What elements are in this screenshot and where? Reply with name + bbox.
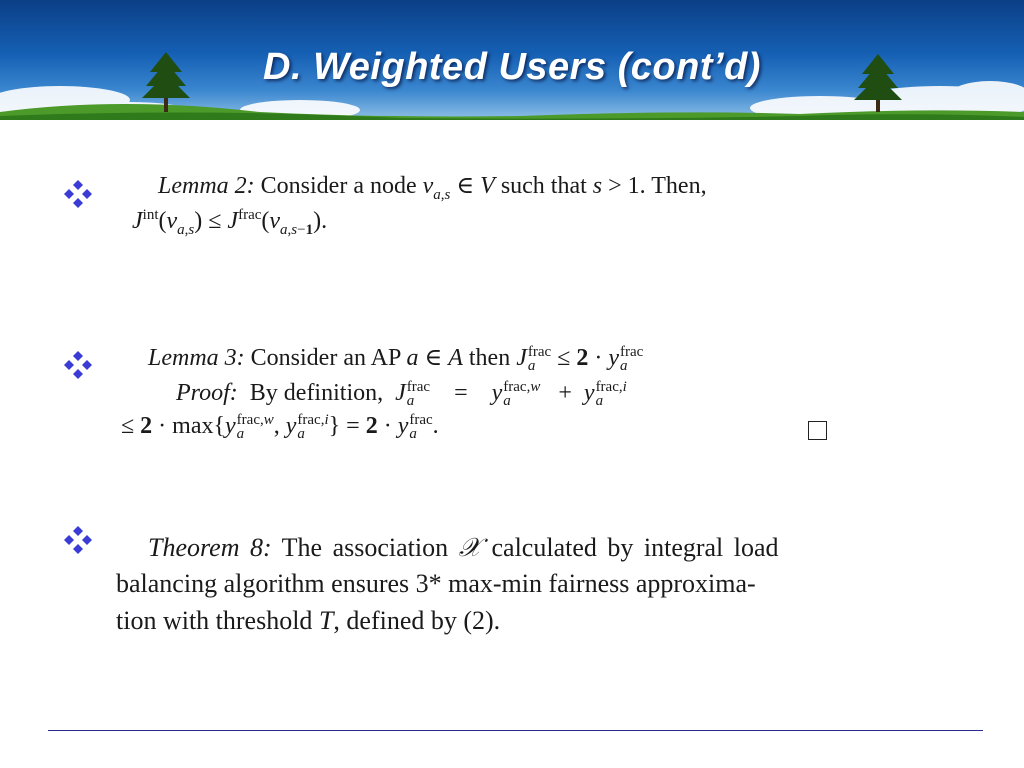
lemma3-text-pre: Consider an AP <box>250 345 401 371</box>
lemma3-proof-line1: Proof: By definition, J frac a = y frac,w a + y frac,i a <box>176 379 627 410</box>
theorem8-line3: tion with threshold T, defined by (2). <box>116 606 501 635</box>
lemma2-line1: Lemma 2: Consider a node $v_{a,s}$ ∈ V such that s > 1. Then, <box>158 173 707 203</box>
diamond-bullet-icon <box>62 178 94 210</box>
theorem8-line3-pre: tion with threshold <box>116 606 313 635</box>
footer-rule <box>48 730 983 731</box>
proof-text: By definition, <box>249 380 384 406</box>
diamond-bullet-icon <box>62 524 94 556</box>
lemma3-text-then: then <box>468 345 511 371</box>
lemma2-text-pre: Consider a node <box>260 173 417 199</box>
theorem8-line1-post: calculated by integral load <box>491 533 779 562</box>
theorem8-line1: Theorem 8: The association 𝒳 calculated by integral load <box>148 533 779 562</box>
lemma2-line2: $J^{int}(v_{a,s}) \le J^{frac}(v_{a,s-1})$. <box>132 207 328 238</box>
lemma3-statement: Lemma 3: Consider an AP a ∈ A then J frac a ≤ 2 · y frac a <box>148 344 644 375</box>
proof-label: Proof: <box>176 380 238 406</box>
theorem8-label: Theorem 8: <box>148 533 272 562</box>
lemma2-label: Lemma 2: <box>158 173 255 199</box>
qed-square <box>808 421 827 440</box>
diamond-bullet-icon <box>62 349 94 381</box>
theorem8-line1-text: The association <box>281 533 449 562</box>
header-banner <box>0 0 1024 120</box>
theorem8-line3-post: , defined by (2). <box>333 606 501 635</box>
slide-title: D. Weighted Users (cont’d) <box>263 46 761 88</box>
lemma2-then: Then, <box>651 173 707 199</box>
theorem8-line2: balancing algorithm ensures 3* max-min fairness approxima- <box>116 569 756 598</box>
lemma2-text-post: such that <box>500 173 587 199</box>
lemma3-label: Lemma 3: <box>148 345 245 371</box>
lemma3-proof-line2: ≤ 2 · max{y frac,w a , y frac,i a } = 2 · y frac a . <box>121 412 439 443</box>
